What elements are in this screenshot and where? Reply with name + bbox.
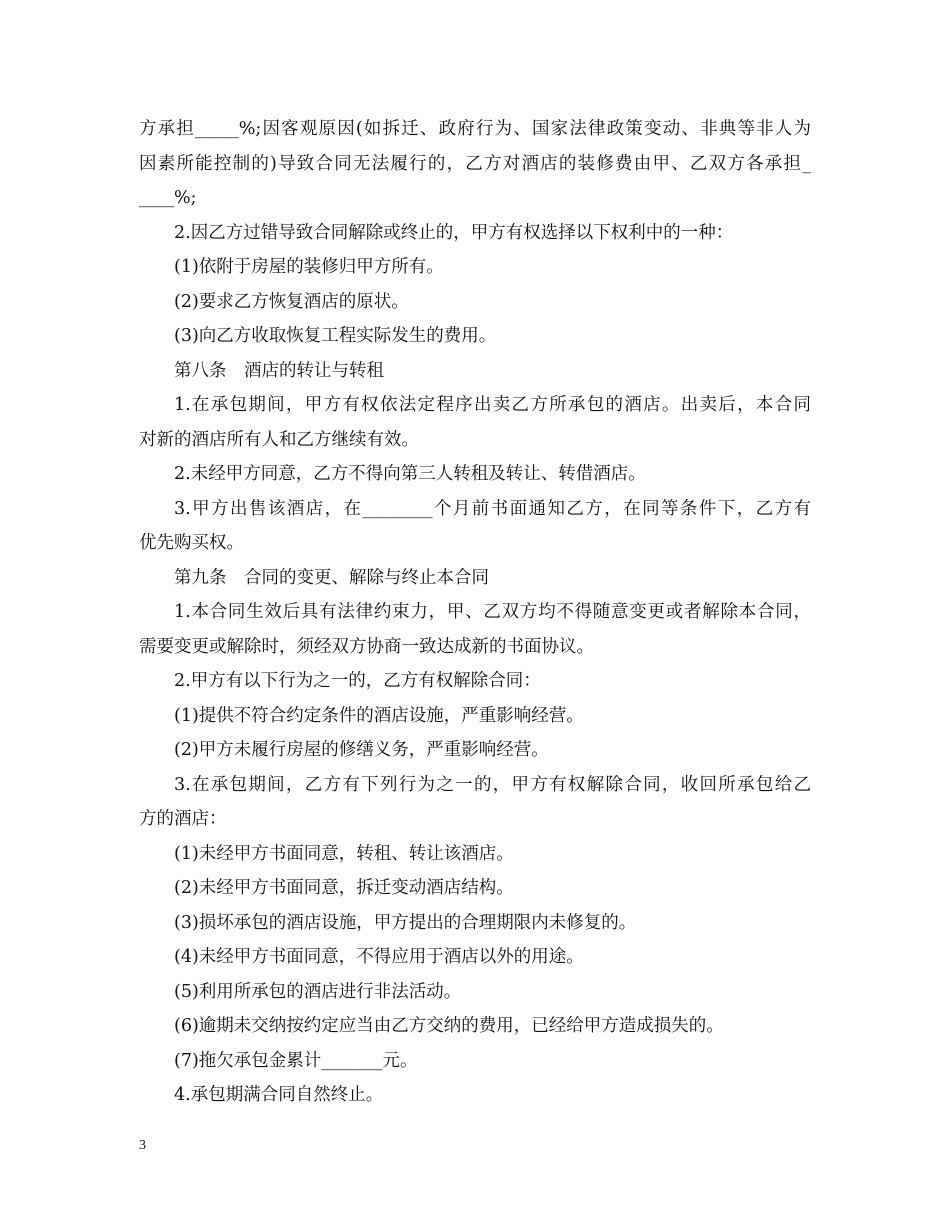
page-number: 3 — [139, 1138, 146, 1153]
article-9-item-1-cont: 需要变更或解除时，须经双方协商一致达成新的书面协议。 — [139, 636, 594, 657]
clause-7-item-2-2: (2)要求乙方恢复酒店的原状。 — [174, 291, 409, 312]
article-9-item-3-cont: 方的酒店： — [139, 809, 227, 829]
article-8-item-3: 3.甲方出售该酒店，在________个月前书面通知乙方，在同等条件下，乙方有 — [174, 498, 811, 519]
text-line-2: 因素所能控制的)导致合同无法履行的，乙方对酒店的装修费由甲、乙双方各承担_ — [139, 153, 811, 174]
article-9-item-3: 3.在承包期间，乙方有下列行为之一的，甲方有权解除合同，收回所承包给乙 — [174, 774, 811, 795]
article-9-item-3-3: (3)损坏承包的酒店设施，甲方提出的合理期限内未修复的。 — [174, 912, 637, 933]
article-9-item-3-2: (2)未经甲方书面同意，拆迁变动酒店结构。 — [174, 878, 514, 898]
document-body — [139, 112, 811, 1113]
clause-7-item-2-1: (1)依附于房屋的装修归甲方所有。 — [174, 257, 444, 277]
article-9-item-3-4: (4)未经甲方书面同意，不得应用于酒店以外的用途。 — [174, 947, 584, 967]
article-9-item-2-1: (1)提供不符合约定条件的酒店设施，严重影响经营。 — [174, 705, 584, 726]
text-line-1: 方承担_____%;因客观原因(如拆迁、政府行为、国家法律政策变动、非典等非人为 — [139, 119, 811, 139]
article-8-heading: 第八条 酒店的转让与转租 — [174, 360, 384, 381]
article-8-item-1-cont: 对新的酒店所有人和乙方继续有效。 — [139, 429, 419, 450]
text-line-3: ____%; — [139, 188, 197, 208]
clause-7-item-2-3: (3)向乙方收取恢复工程实际发生的费用。 — [174, 326, 497, 346]
article-9-item-3-5: (5)利用所承包的酒店进行非法活动。 — [174, 981, 462, 1002]
article-9-heading: 第九条 合同的变更、解除与终止本合同 — [174, 567, 489, 588]
clause-7-item-2: 2.因乙方过错导致合同解除或终止的，甲方有权选择以下权利中的一种： — [174, 222, 734, 243]
article-9-item-1: 1.本合同生效后具有法律约束力，甲、乙双方均不得随意变更或者解除本合同， — [174, 602, 811, 622]
article-8-item-2: 2.未经甲方同意，乙方不得向第三人转租及转让、转借酒店。 — [174, 464, 646, 484]
article-9-item-3-7: (7)拖欠承包金累计_______元。 — [174, 1050, 418, 1071]
article-9-item-3-1: (1)未经甲方书面同意，转租、转让该酒店。 — [174, 843, 514, 864]
article-9-item-3-6: (6)逾期未交纳按约定应当由乙方交纳的费用，已经给甲方造成损失的。 — [174, 1016, 724, 1036]
article-8-item-1: 1.在承包期间，甲方有权依法定程序出卖乙方所承包的酒店。出卖后，本合同 — [174, 395, 811, 415]
article-8-item-3-cont: 优先购买权。 — [139, 533, 244, 553]
article-9-item-2: 2.甲方有以下行为之一的，乙方有权解除合同： — [174, 671, 541, 691]
article-9-item-2-2: (2)甲方未履行房屋的修缮义务，严重影响经营。 — [174, 740, 549, 760]
article-9-item-4: 4.承包期满合同自然终止。 — [174, 1085, 384, 1105]
